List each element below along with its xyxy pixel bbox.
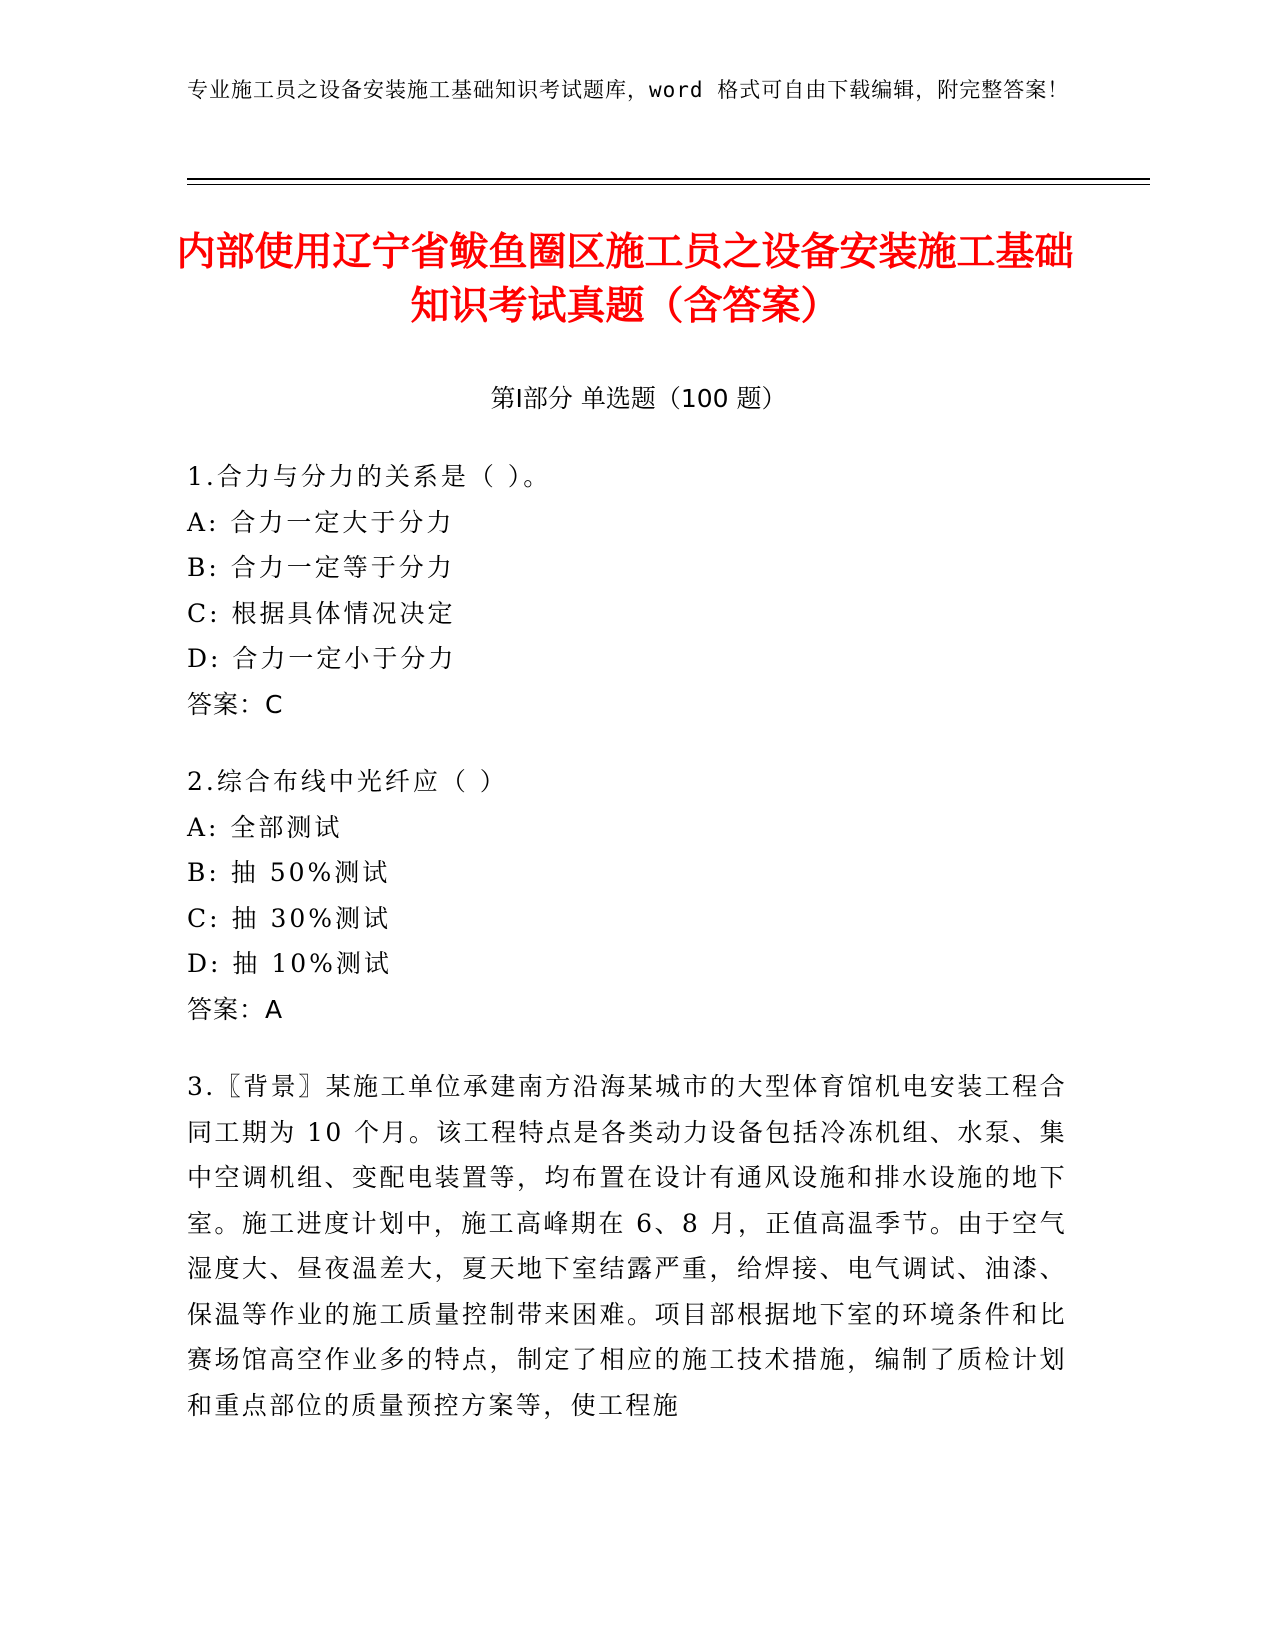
question-3 <box>187 1064 1067 1428</box>
question-stem: 2.综合布线中光纤应（ ） <box>187 767 508 796</box>
document-title: 内部使用辽宁省鲅鱼圈区施工员之设备安装施工基础知识考试真题（含答案） <box>176 230 1074 329</box>
header-divider-thin <box>187 184 1150 185</box>
answer-line: 答案：A <box>187 994 284 1024</box>
option-d: D: 合力一定小于分力 <box>187 644 457 673</box>
option-b: B: 抽 50%测试 <box>187 858 391 887</box>
header-divider <box>187 178 1150 180</box>
option-b: B: 合力一定等于分力 <box>187 553 455 582</box>
option-a: A: 全部测试 <box>187 812 343 842</box>
answer-line: 答案：C <box>187 689 284 719</box>
header-note: 专业施工员之设备安装施工基础知识考试题库，word 格式可自由下载编辑，附完整答案！ <box>187 78 1070 102</box>
question-1 <box>187 454 1067 727</box>
question-3-text: 3.〖背景〗某施工单位承建南方沿海某城市的大型体育馆机电安装工程合同工期为 10 个月。该工程特点是各类动力设备包括冷冻机组、水泵、集中空调机组、变配电装置等，均布置在设计有通风设施和排水设施的地下室。施工进度计划中，施工高峰期在 6、8 月，正值高温季节。由于空气湿度大、昼夜温差大，夏天地下室结露严重，给焊接、电气调试、油漆、保温等作业的施工质量控制带来困难。项目部根据地下室的环境条件和比赛场馆高空作业多的特点，制定了相应的施工技术措施，编制了质检计划和重点部位的质量预控方案等，使工程施 <box>187 1072 1067 1420</box>
question-stem: 1.合力与分力的关系是（ ）。 <box>187 462 552 491</box>
option-d: D: 抽 10%测试 <box>187 949 392 978</box>
section-heading: 第Ⅰ部分 单选题（100 题） <box>490 384 787 413</box>
option-c: C: 抽 30%测试 <box>187 903 392 933</box>
option-a: A: 合力一定大于分力 <box>187 507 455 537</box>
question-2 <box>187 759 1067 1032</box>
option-c: C: 根据具体情况决定 <box>187 598 456 628</box>
